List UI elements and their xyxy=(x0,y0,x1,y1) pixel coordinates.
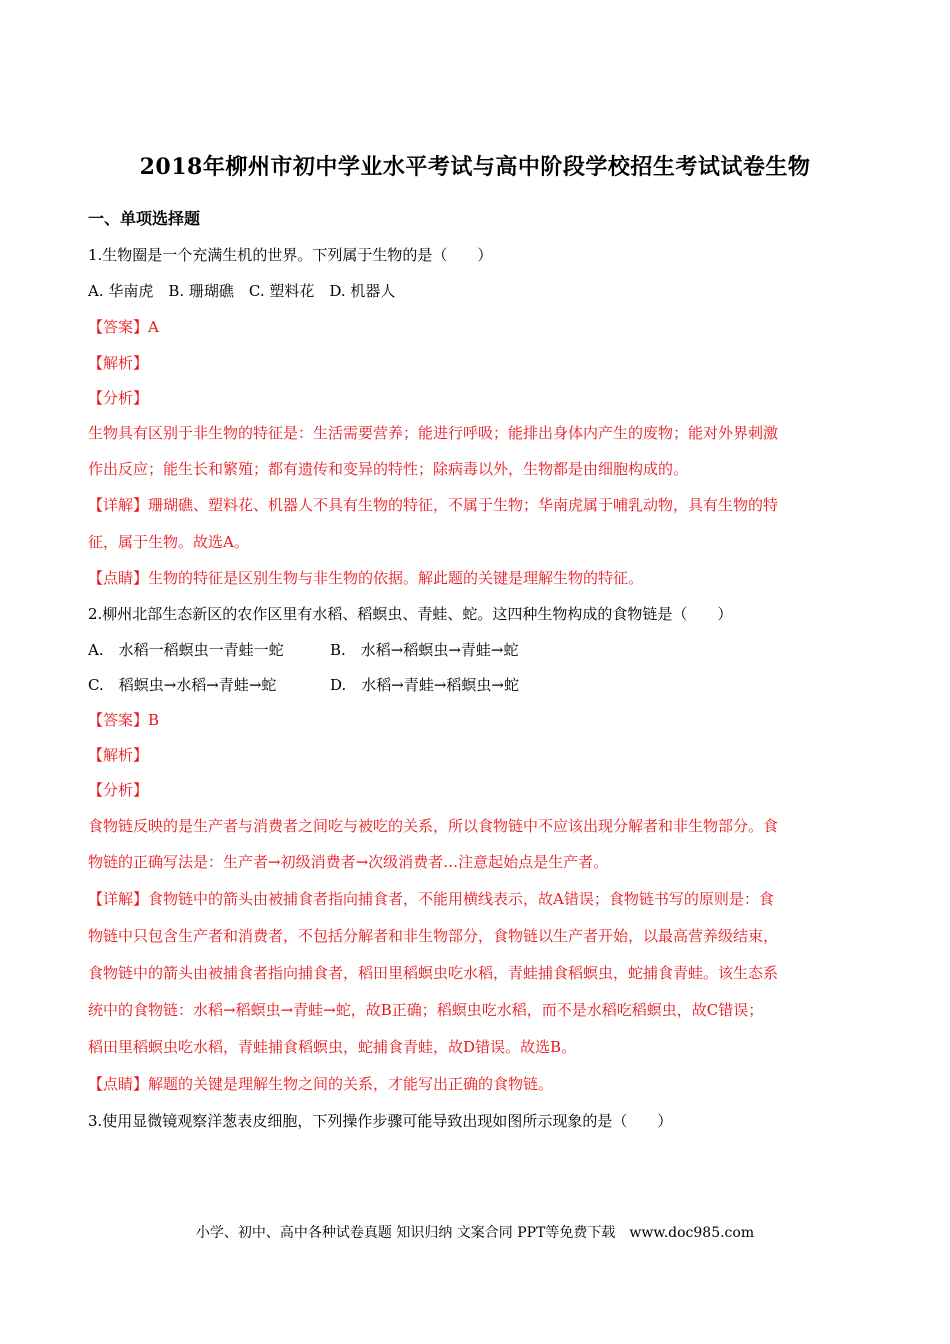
q2-option-c: C. 稻螟虫→水稻→青蛙→蛇 xyxy=(88,676,277,694)
section-heading: 一、单项选择题 xyxy=(88,209,201,228)
q1-dianjing: 【点睛】生物的特征是区别生物与非生物的依据。解此题的关键是理解生物的特征。 xyxy=(88,569,644,587)
q1-analysis-line-2: 作出反应；能生长和繁殖；都有遗传和变异的特性；除病毒以外，生物都是由细胞构成的。 xyxy=(88,460,689,478)
q1-stem: 1.生物圈是一个充满生机的世界。下列属于生物的是（ ） xyxy=(88,246,493,264)
q2-stem: 2.柳州北部生态新区的农作区里有水稻、稻螟虫、青蛙、蛇。这四种生物构成的食物链是（ ） xyxy=(88,605,733,623)
q1-answer: 【答案】A xyxy=(88,318,159,336)
q1-detail-line-1: 【详解】珊瑚礁、塑料花、机器人不具有生物的特征，不属于生物；华南虎属于哺乳动物，具有生物的特 xyxy=(88,496,779,514)
q2-dianjing: 【点睛】解题的关键是理解生物之间的关系，才能写出正确的食物链。 xyxy=(88,1075,554,1093)
q2-jiexi-label: 【解析】 xyxy=(88,746,149,764)
q2-detail-line-5: 稻田里稻螟虫吃水稻，青蛙捕食稻螟虫，蛇捕食青蛙，故D错误。故选B。 xyxy=(88,1038,577,1056)
q2-options-row-2 xyxy=(88,674,868,695)
q2-detail-line-2: 物链中只包含生产者和消费者，不包括分解者和非生物部分，食物链以生产者开始，以最高营养级结束， xyxy=(88,927,779,945)
q1-detail-line-2: 征，属于生物。故选A。 xyxy=(88,533,249,551)
q2-analysis-line-2: 物链的正确写法是：生产者→初级消费者→次级消费者…注意起始点是生产者。 xyxy=(88,853,609,871)
q2-answer: 【答案】B xyxy=(88,711,160,729)
q1-fenxi-label: 【分析】 xyxy=(88,389,149,407)
q1-jiexi-label: 【解析】 xyxy=(88,354,149,372)
q1-options: A. 华南虎 B. 珊瑚礁 C. 塑料花 D. 机器人 xyxy=(88,282,396,300)
q2-detail-line-4: 统中的食物链：水稻→稻螟虫→青蛙→蛇，故B正确；稻螟虫吃水稻，而不是水稻吃稻螟虫，故C错误； xyxy=(88,1001,764,1019)
q2-option-a: A. 水稻一稻螟虫一青蛙一蛇 xyxy=(88,641,284,659)
q2-fenxi-label: 【分析】 xyxy=(88,781,149,799)
q2-analysis-line-1: 食物链反映的是生产者与消费者之间吃与被吃的关系，所以食物链中不应该出现分解者和非生物部分。食 xyxy=(88,817,779,835)
q2-detail-line-3: 食物链中的箭头由被捕食者指向捕食者，稻田里稻螟虫吃水稻，青蛙捕食稻螟虫，蛇捕食青蛙。该生态系 xyxy=(88,964,779,982)
page-footer: 小学、初中、高中各种试卷真题 知识归纳 文案合同 PPT等免费下载 www.doc985.com xyxy=(195,1225,755,1241)
q2-option-b: B. 水稻→稻螟虫→青蛙→蛇 xyxy=(330,641,519,659)
q3-stem: 3.使用显微镜观察洋葱表皮细胞，下列操作步骤可能导致出现如图所示现象的是（ ） xyxy=(88,1112,673,1130)
q1-analysis-line-1: 生物具有区别于非生物的特征是：生活需要营养；能进行呼吸；能排出身体内产生的废物；能对外界刺激 xyxy=(88,424,779,442)
q2-option-d: D. 水稻→青蛙→稻螟虫→蛇 xyxy=(330,676,519,694)
q2-detail-line-1: 【详解】食物链中的箭头由被捕食者指向捕食者，不能用横线表示，故A错误；食物链书写的原则是：食 xyxy=(88,890,774,908)
page-title: 2018年柳州市初中学业水平考试与高中阶段学校招生考试试卷生物 xyxy=(139,154,811,180)
q2-options-row-1 xyxy=(88,639,868,660)
